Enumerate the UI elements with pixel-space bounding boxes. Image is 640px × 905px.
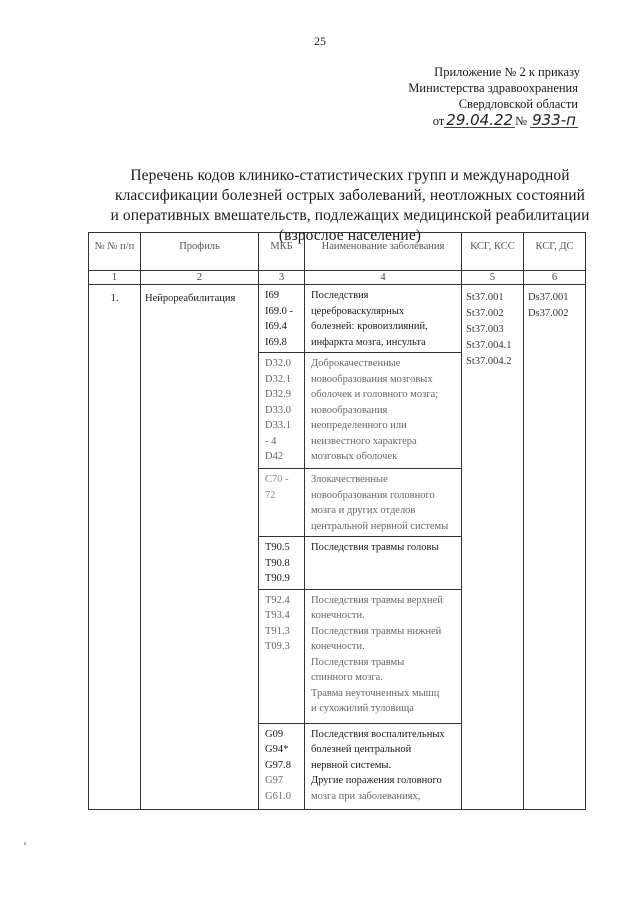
disease-line: новообразования xyxy=(311,404,388,416)
table-header-row xyxy=(89,233,586,271)
disease-line: Последствия травмы головы xyxy=(311,542,439,553)
mkb-cell xyxy=(259,589,305,723)
disease-line: Последствия xyxy=(311,290,369,301)
disease-line: оболочек и головного мозга; xyxy=(311,389,439,400)
appendix-line-2: Министерства здравоохранения xyxy=(408,81,578,95)
disease-line: новообразования мозговых xyxy=(311,373,433,385)
disease-line: мозга при заболеваниях, xyxy=(311,790,421,802)
ksg-kss-code: St37.002 xyxy=(466,308,504,319)
ksg-kss-cell xyxy=(462,285,524,810)
column-number-row xyxy=(89,271,586,285)
disease-line: цереброваскулярных xyxy=(311,305,405,317)
from-label: от xyxy=(432,114,445,128)
disease-line: Другие поражения головного xyxy=(311,775,442,786)
disease-line: Последствия травмы нижней xyxy=(311,625,442,637)
disease-line: и сухожилий туловища xyxy=(311,703,414,714)
mkb-code: D32.0 xyxy=(265,358,291,369)
appendix-line-3: Свердловской области xyxy=(458,97,578,111)
disease-line: неопределенного или xyxy=(311,420,407,431)
disease-name-cell xyxy=(305,469,462,537)
appendix-header xyxy=(408,64,578,129)
disease-line: нервной системы. xyxy=(311,759,392,771)
mkb-code: D32.1 xyxy=(265,373,291,385)
col-number: 1 xyxy=(89,271,141,285)
disease-line: инфаркта мозга, инсульта xyxy=(311,336,426,348)
disease-line: Злокачественные xyxy=(311,474,388,485)
mkb-code: T93.4 xyxy=(265,610,290,621)
title-line-4: (взрослое население) xyxy=(278,227,422,244)
header-no: № № п/п xyxy=(89,233,141,271)
handwritten-number: 933-п xyxy=(532,111,576,129)
disease-name-cell xyxy=(305,537,462,590)
rehabilitation-table xyxy=(88,232,586,810)
header-ksg-kss: КСГ, КСС xyxy=(462,233,524,271)
ksg-kss-code: St37.004.2 xyxy=(466,356,512,367)
mkb-code: T90.5 xyxy=(265,542,290,553)
header-ksg-ds: КСГ, ДС xyxy=(524,233,586,271)
mkb-code: I69.4 xyxy=(265,321,287,332)
number-label: № xyxy=(515,114,528,128)
col-number: 4 xyxy=(305,271,462,285)
mkb-code: G97 xyxy=(265,775,284,786)
disease-name-cell xyxy=(305,353,462,469)
mkb-code: T92.4 xyxy=(265,594,290,606)
disease-line: болезней: кровоизлияний, xyxy=(311,321,428,332)
disease-line: Травма неуточненных мышц xyxy=(311,687,440,699)
title-line-1: Перечень кодов клинико-статистических групп и международной xyxy=(130,167,570,184)
table-row xyxy=(89,285,586,353)
mkb-code: I69.0 - xyxy=(265,305,293,317)
mkb-code: G61.0 xyxy=(265,790,291,802)
handwritten-date: 29.04.22 xyxy=(446,111,514,129)
appendix-line-1: Приложение № 2 к приказу xyxy=(434,65,580,79)
mkb-code: - 4 xyxy=(265,435,277,447)
profile-cell: Нейрореабилитация xyxy=(141,285,259,810)
disease-line: конечности. xyxy=(311,641,365,652)
disease-line: Доброкачественные xyxy=(311,358,401,369)
mkb-code: C70 - xyxy=(265,474,289,485)
page-bottom-margin xyxy=(0,818,640,905)
ksg-ds-code: Ds37.001 xyxy=(528,292,569,303)
mkb-code: D33.0 xyxy=(265,404,291,416)
disease-line: мозга и других отделов xyxy=(311,505,416,516)
disease-line: конечности. xyxy=(311,610,365,621)
header-mkb: МКБ xyxy=(259,233,305,271)
mkb-cell xyxy=(259,285,305,353)
disease-line: Последствия травмы xyxy=(311,656,405,668)
title-line-3: и оперативных вмешательств, подлежащих медицинской реабилитации xyxy=(110,207,590,224)
disease-name-cell xyxy=(305,285,462,353)
mkb-code: G97.8 xyxy=(265,759,291,771)
disease-line: новообразования головного xyxy=(311,489,435,501)
mkb-code: D42 xyxy=(265,451,284,462)
mkb-code: 72 xyxy=(265,489,276,501)
scan-speck xyxy=(24,842,26,845)
ksg-kss-code: St37.003 xyxy=(466,324,504,335)
ksg-ds-code: Ds37.002 xyxy=(528,308,569,319)
mkb-code: T90.9 xyxy=(265,573,290,584)
disease-line: спинного мозга. xyxy=(311,672,383,683)
order-date-number xyxy=(408,113,578,129)
header-profile: Профиль xyxy=(141,233,259,271)
disease-line: Последствия травмы верхней xyxy=(311,594,443,606)
disease-name-cell xyxy=(305,723,462,809)
disease-line: болезней центральной xyxy=(311,744,412,755)
title-line-2: классификации болезней острых заболеваний, неотложных состояний xyxy=(114,187,586,204)
mkb-cell xyxy=(259,723,305,809)
disease-line: неизвестного характера xyxy=(311,435,417,447)
ksg-ds-cell xyxy=(524,285,586,810)
mkb-code: G09 xyxy=(265,728,284,740)
page-number: 25 xyxy=(314,34,326,48)
disease-line: Последствия воспалительных xyxy=(311,728,445,740)
col-number: 2 xyxy=(141,271,259,285)
col-number: 6 xyxy=(524,271,586,285)
mkb-cell xyxy=(259,537,305,590)
mkb-code: T90.8 xyxy=(265,557,290,569)
mkb-cell xyxy=(259,469,305,537)
ksg-kss-code: St37.001 xyxy=(466,292,504,303)
mkb-code: T91.3 xyxy=(265,625,290,637)
row-number: 1. xyxy=(89,285,141,810)
mkb-code: I69 xyxy=(265,290,279,301)
disease-name-cell xyxy=(305,589,462,723)
col-number: 5 xyxy=(462,271,524,285)
ksg-kss-code: St37.004.1 xyxy=(466,340,512,351)
mkb-cell xyxy=(259,353,305,469)
mkb-code: I69.8 xyxy=(265,336,287,348)
disease-line: центральной нервной системы xyxy=(311,520,449,532)
disease-line: мозговых оболочек xyxy=(311,451,398,462)
header-disease-name: Наименование заболевания xyxy=(305,233,462,271)
mkb-code: T09.3 xyxy=(265,641,290,652)
col-number: 3 xyxy=(259,271,305,285)
mkb-code: D32.9 xyxy=(265,389,291,400)
mkb-code: G94* xyxy=(265,744,289,755)
mkb-code: D33.1 xyxy=(265,420,291,431)
